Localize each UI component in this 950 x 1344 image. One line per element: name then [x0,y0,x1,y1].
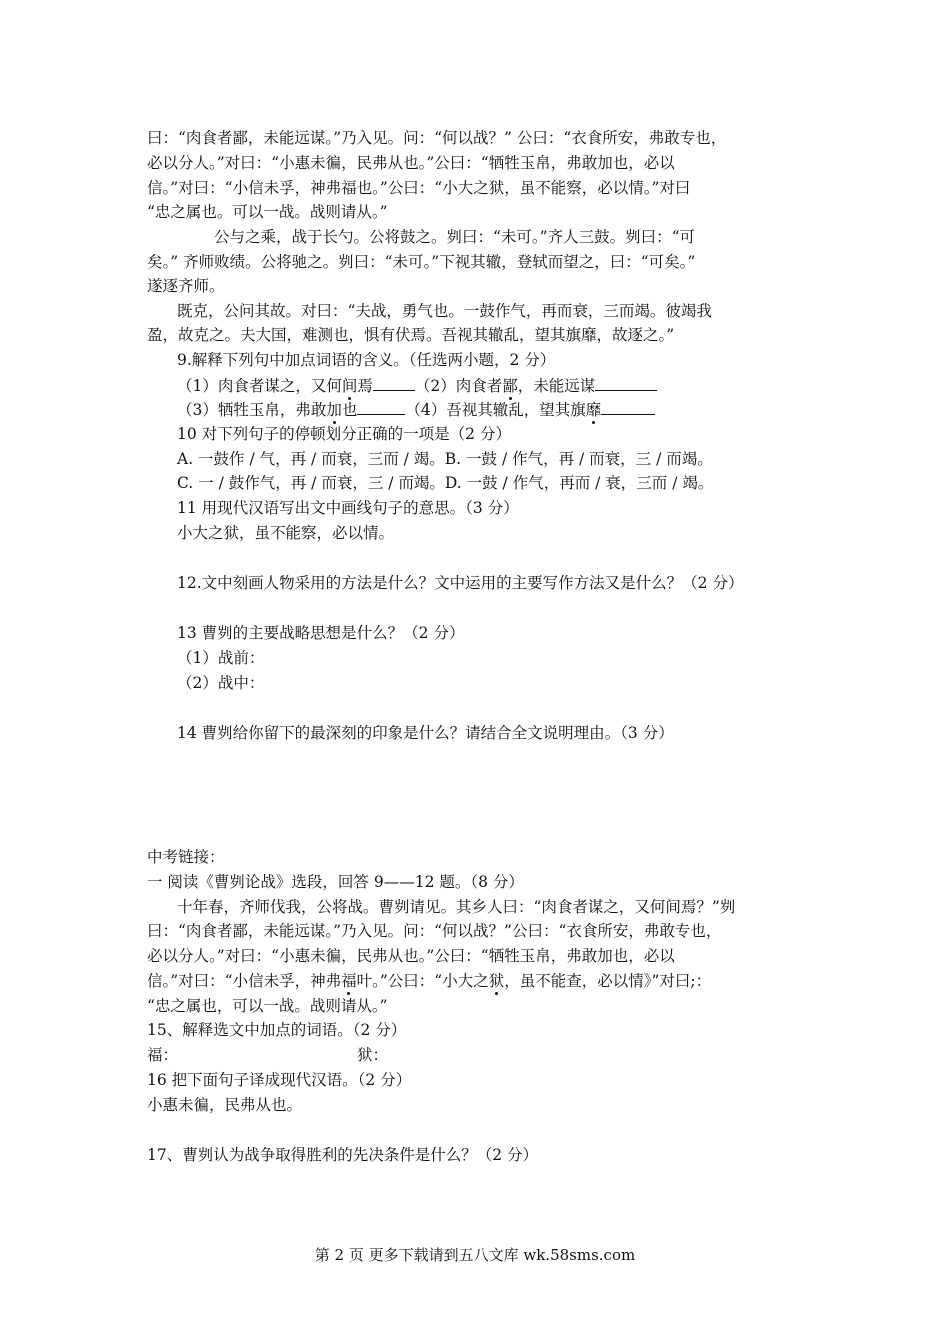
dotted-word: 狱 [488,972,505,990]
passage-line: 公与之乘，战于长勺。公将鼓之。刿曰：“未可。”齐人三鼓。刿曰：“可 [214,228,696,246]
item-text: 也 [341,401,358,419]
question-title: 15、解释选文中加点的词语。（2 分） [147,1021,407,1039]
dotted-word: 间 [341,377,358,395]
question-sentence: 小大之狱，虽不能察，必以情。 [177,524,395,542]
answer-blank[interactable] [357,398,405,415]
answer-blank[interactable] [595,374,657,391]
passage-line: 必以分人。”对曰：“小惠未徧，民弗从也。”公曰：“牺牲玉帛，弗敢加也，必以 [147,947,675,965]
item-text: （3）牺牲玉帛，弗敢 [177,401,327,419]
answer-label: （1）战前： [177,649,265,667]
answer-label: 狱： [357,1046,389,1064]
option-line: C. 一 / 鼓作气，再 / 而衰，三 / 而竭。D. 一鼓 / 作气，再而 / 衰，三而 / 竭。 [177,474,714,492]
answer-label: 福： [147,1046,179,1064]
passage-line: 既克，公问其故。对曰：“夫战，勇气也。一鼓作气，再而衰，三而竭。彼竭我 [177,302,712,320]
question-title: 13 曹刿的主要战略思想是什么？（2 分） [177,624,465,642]
item-text: ，未能远谋 [517,377,596,395]
dotted-word: 靡 [585,401,602,419]
question-17: 17、曹刿认为战争取得胜利的先决条件是什么？（2 分） [147,1146,539,1164]
passage-text: 叶。”公曰：“小大之 [356,972,489,990]
question-title: 9.解释下列句中加点词语的含义。（任选两小题，2 分） [177,351,556,369]
passage-text: ，虽不能查，必以情》”对曰;： [504,972,712,990]
question-title: 16 把下面句子译成现代汉语。（2 分） [147,1071,412,1089]
question-title: 11 用现代汉语写出文中画线句子的意思。（3 分） [177,499,519,517]
question-12: 12.文中刻画人物采用的方法是什么？文中运用的主要写作方法又是什么？（2 分） [177,574,744,592]
option-line: A. 一鼓作 / 气，再 / 而衰，三而 / 竭。B. 一鼓 / 作气，再 / 而衰，三 / 而竭。 [177,450,713,468]
dotted-word: 福 [341,972,357,990]
passage-text: 信。”对曰：“小信未孚，神弗 [147,972,342,990]
page-footer: 第 2 页 更多下载请到五八文库 wk.58sms.com [314,1246,636,1264]
passage-line: 矣。” 齐师败绩。公将驰之。刿曰：“未可。”下视其辙，登轼而望之，曰：“可矣。” [147,253,696,271]
question-item [177,374,657,397]
passage-line [147,970,711,992]
section-intro: 一 阅读《曹刿论战》选段，回答 9——12 题。（8 分） [147,873,524,891]
item-text: 焉 [357,377,373,395]
passage-line: 曰：“肉食者鄙，未能远谋。”乃入见。问：“何以战？”公曰：“衣食所安，弗敢专也， [147,922,722,940]
item-text: （1）肉食者谋之，又何 [177,377,342,395]
passage-line: 信。”对曰：“小信未孚，神弗福也。”公曰：“小大之狱，虽不能察，必以情。”对曰 [147,179,691,197]
passage-line: 必以分人。”对曰：“小惠未徧，民弗从也。”公曰：“牺牲玉帛，弗敢加也，必以 [147,154,675,172]
passage-line: 遂逐齐师。 [147,277,225,295]
item-text: （2）肉食者 [414,377,503,395]
section-heading: 中考链接： [147,848,225,866]
passage-line: 十年春，齐师伐我，公将战。曹刿请见。其乡人曰：“肉食者谋之，又何间焉？”刿 [177,898,736,916]
item-text: （4）吾视其辙乱，望其旗 [405,401,586,419]
question-title: 10 对下列句子的停顿划分正确的一项是（2 分） [177,425,511,443]
question-item [177,398,655,421]
question-sentence: 小惠未徧，民弗从也。 [147,1096,303,1114]
dotted-word: 加 [326,401,342,419]
passage-line: “忠之属也。可以一战。战则请从。” [147,203,388,221]
passage-line: 曰：“肉食者鄙，未能远谋。”乃入见。问：“何以战？” 公曰：“衣食所安，弗敢专也， [147,129,727,147]
answer-blank[interactable] [373,374,415,391]
dotted-word: 鄙 [502,377,518,395]
passage-line: 盈，故克之。夫大国，难测也，惧有伏焉。吾视其辙乱，望其旗靡，故逐之。” [147,326,675,344]
question-14: 14 曹刿给你留下的最深刻的印象是什么？请结合全文说明理由。（3 分） [177,724,674,742]
answer-blank[interactable] [601,398,655,415]
passage-line: “忠之属也，可以一战。战则请从。” [147,997,388,1015]
answer-label: （2）战中： [177,674,265,692]
